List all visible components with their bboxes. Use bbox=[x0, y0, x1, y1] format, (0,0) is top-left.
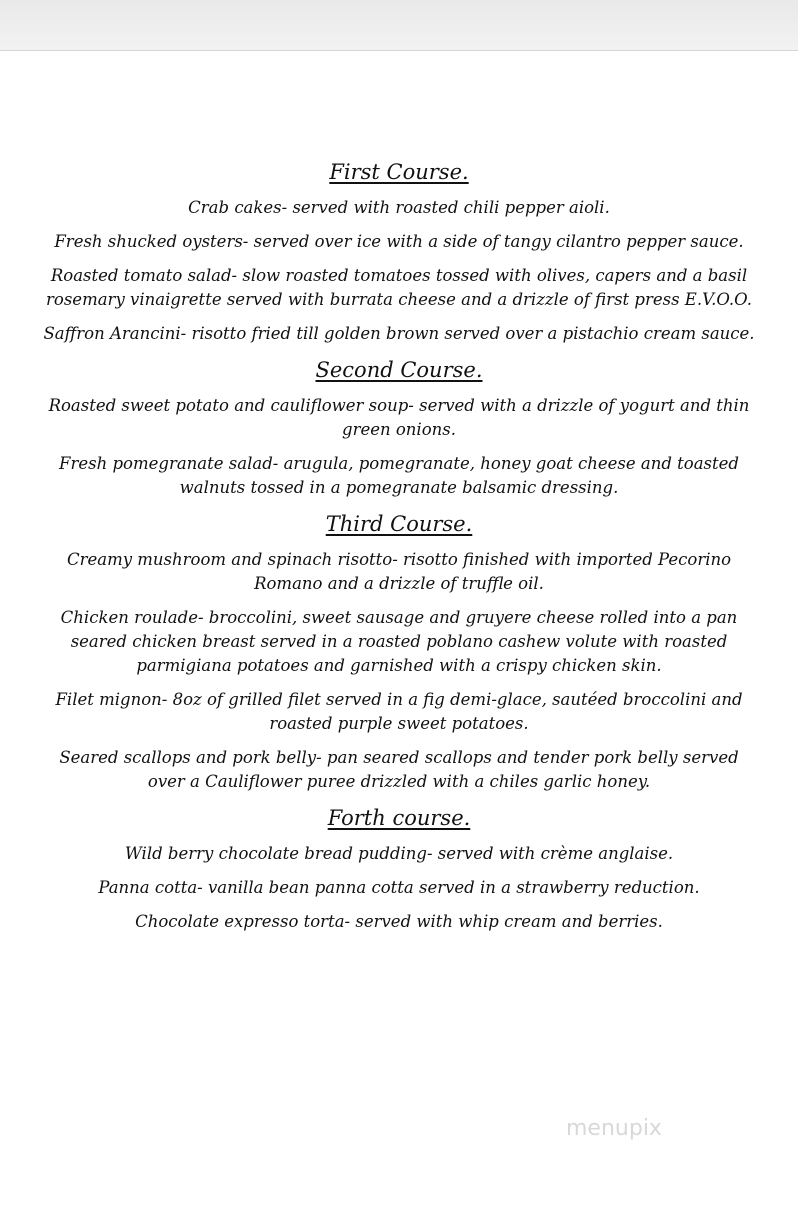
course-section bbox=[0, 158, 798, 346]
menu-item: Wild berry chocolate bread pudding- served with crème anglaise. bbox=[124, 844, 674, 863]
menu-item: Saffron Arancini- risotto fried till golden brown served over a pistachio cream sauce. bbox=[43, 324, 755, 343]
course-section bbox=[0, 804, 798, 934]
menu-item: Creamy mushroom and spinach risotto- risotto finished with imported Pecorino Romano and a drizzle of truffle oil. bbox=[66, 550, 732, 593]
menu-item: Fresh shucked oysters- served over ice with a side of tangy cilantro pepper sauce. bbox=[54, 232, 744, 251]
menu-document bbox=[0, 158, 798, 944]
menu-item: Fresh pomegranate salad- arugula, pomegranate, honey goat cheese and toasted walnuts tossed in a pomegranate balsamic dressing. bbox=[59, 454, 739, 497]
course-title: Third Course. bbox=[325, 512, 473, 536]
course-section bbox=[0, 510, 798, 794]
menu-item: Filet mignon- 8oz of grilled filet served in a fig demi-glace, sautéed broccolini and roasted purple sweet potatoes. bbox=[55, 690, 743, 733]
menu-item: Roasted sweet potato and cauliflower soup- served with a drizzle of yogurt and thin green onions. bbox=[48, 396, 750, 439]
top-bar bbox=[0, 0, 798, 51]
menu-item: Roasted tomato salad- slow roasted tomatoes tossed with olives, capers and a basil rosemary vinaigrette served with burrata cheese and a drizzle of first press E.V.O.O. bbox=[46, 266, 752, 309]
course-section bbox=[0, 356, 798, 500]
course-title: First Course. bbox=[329, 160, 469, 184]
menu-item: Chicken roulade- broccolini, sweet sausage and gruyere cheese rolled into a pan seared chicken breast served in a roasted poblano cashew volute with roasted parmigiana potatoes and garnished with a crispy chicken skin. bbox=[60, 608, 738, 675]
course-title: Second Course. bbox=[315, 358, 483, 382]
menu-item: Chocolate expresso torta- served with whip cream and berries. bbox=[135, 912, 663, 931]
menu-item: Panna cotta- vanilla bean panna cotta served in a strawberry reduction. bbox=[98, 878, 700, 897]
course-title: Forth course. bbox=[327, 806, 471, 830]
menu-item: Seared scallops and pork belly- pan seared scallops and tender pork belly served over a Cauliflower puree drizzled with a chiles garlic honey. bbox=[59, 748, 739, 791]
menu-item: Crab cakes- served with roasted chili pepper aioli. bbox=[188, 198, 610, 217]
menupix-watermark: menupix bbox=[566, 1116, 662, 1141]
